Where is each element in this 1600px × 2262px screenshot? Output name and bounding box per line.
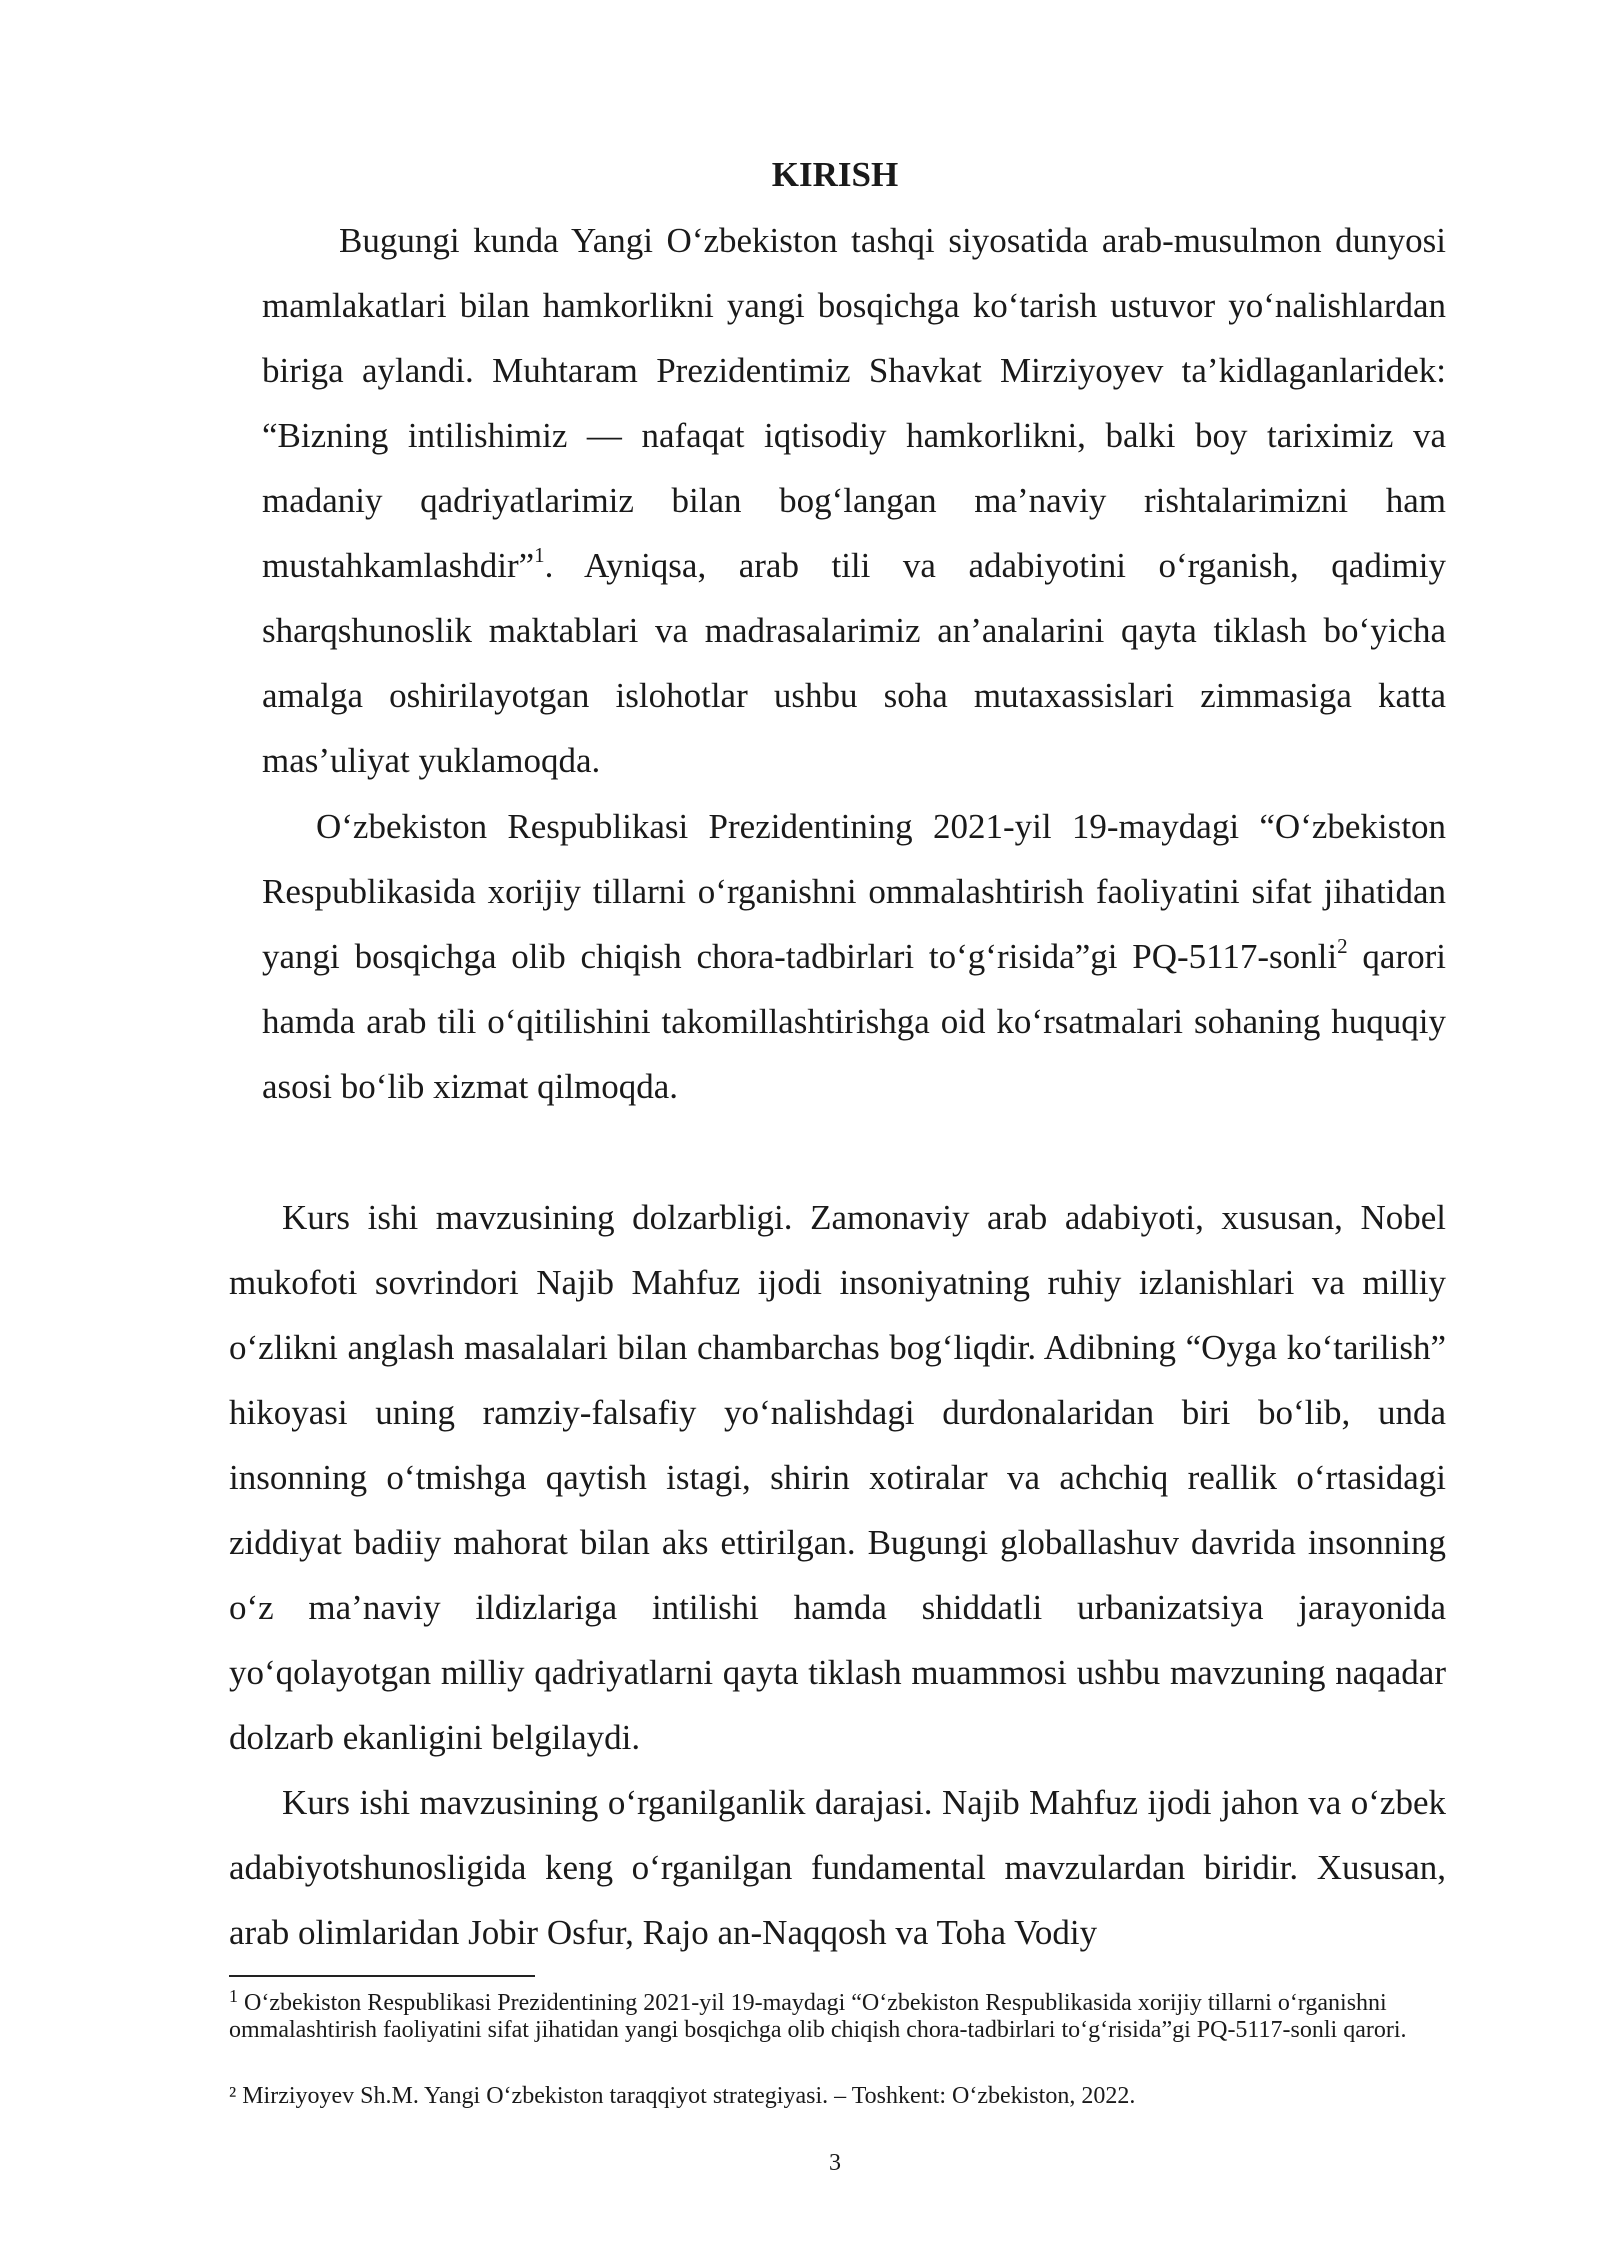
paragraph-intro bbox=[262, 208, 1446, 793]
footnote-mark: 1 bbox=[229, 1986, 238, 2006]
paragraph-text: Kurs ishi mavzusining dolzarbligi. Zamonaviy arab adabiyoti, xususan, Nobel mukofoti sovrindori Najib Mahfuz ijodi insoniyatning ruhiy izlanishlari va milliy o‘zlikni anglash masalalari bilan chambarchas bog‘liqdir. Adibning “Oyga ko‘tarilish” hikoyasi uning ramziy-falsafiy yo‘nalishdagi durdonalaridan biri bo‘lib, unda insonning o‘tmishga qaytish istagi, shirin xotiralar va achchiq reallik o‘rtasidagi ziddiyat badiiy mahorat bilan aks ettirilgan. Bugungi globallashuv davrida insonning o‘z ma’naviy ildizlariga intilishi hamda shiddatli urbanizatsiya jarayonida yo‘qolayotgan milliy qadriyatlarni qayta tiklash muammosi ushbu mavzuning naqadar dolzarb ekanligini belgilaydi. bbox=[229, 1198, 1446, 1757]
paragraph-text: O‘zbekiston Respublikasi Prezidentining 2021-yil 19-maydagi “O‘zbekiston Respublikasida xorijiy tillarni o‘rganishni ommalashtirish faoliyatini sifat jihatidan yangi bosqichga olib chiqish chora-tadbirlari to‘g‘risida”gi PQ-5117-sonli bbox=[262, 807, 1446, 976]
footnote-separator bbox=[229, 1975, 535, 1977]
footnote-ref[interactable]: 2 bbox=[1337, 934, 1348, 959]
paragraph-text: Bugungi kunda Yangi O‘zbekiston tashqi siyosatida arab-musulmon dunyosi mamlakatlari bilan hamkorlikni yangi bosqichga ko‘tarish ustuvor yo‘nalishlardan biriga aylandi. Muhtaram Prezidentimiz Shavkat Mirziyoyev ta’kidlaganlaridek: “Bizning intilishimiz — nafaqat iqtisodiy hamkorlikni, balki boy tariximiz va madaniy qadriyatlarimiz bilan bog‘langan ma’naviy rishtalarimizni ham mustahkamlashdir” bbox=[262, 221, 1446, 585]
paragraph-text: . Ayniqsa, arab tili va adabiyotini o‘rganish, qadimiy sharqshunoslik maktablari va madrasalarimiz an’analarini qayta tiklash bo‘yicha amalga oshirilayotgan islohotlar ushbu soha mutaxassislari zimmasiga katta mas’uliyat yuklamoqda. bbox=[262, 546, 1446, 780]
paragraph-relevance bbox=[229, 1185, 1446, 1770]
paragraph-study-level bbox=[229, 1770, 1446, 1965]
footnote-mark: ² bbox=[229, 2083, 237, 2109]
page-number: 3 bbox=[829, 2150, 841, 2176]
footnote-1 bbox=[229, 1986, 1446, 2044]
paragraph-decree bbox=[262, 794, 1446, 1119]
footnote-ref[interactable]: 1 bbox=[534, 543, 545, 568]
section-heading: KIRISH bbox=[771, 155, 899, 194]
paragraph-text: qarori hamda arab tili o‘qitilishini takomillashtirishga oid ko‘rsatmalari sohaning huquqiy asosi bo‘lib xizmat qilmoqda. bbox=[262, 937, 1446, 1106]
footnote-text: O‘zbekiston Respublikasi Prezidentining 2021-yil 19-maydagi “O‘zbekiston Respublikasida xorijiy tillarni o‘rganishni ommalashtirish faoliyatini sifat jihatidan yangi bosqichga olib chiqish chora-tadbirlari to‘g‘risida”gi PQ-5117-sonli qarori. bbox=[229, 1990, 1407, 2043]
paragraph-text: Kurs ishi mavzusining o‘rganilganlik darajasi. Najib Mahfuz ijodi jahon va o‘zbek adabiyotshunosligida keng o‘rganilgan fundamental mavzulardan biridir. Xususan, arab olimlaridan Jobir Osfur, Rajo an-Naqqosh va Toha Vodiy bbox=[229, 1783, 1446, 1952]
footnote-text: Mirziyoyev Sh.M. Yangi O‘zbekiston taraqqiyot strategiyasi. – Toshkent: O‘zbekiston, 2022. bbox=[242, 2083, 1136, 2109]
footnote-2 bbox=[229, 2083, 1446, 2110]
